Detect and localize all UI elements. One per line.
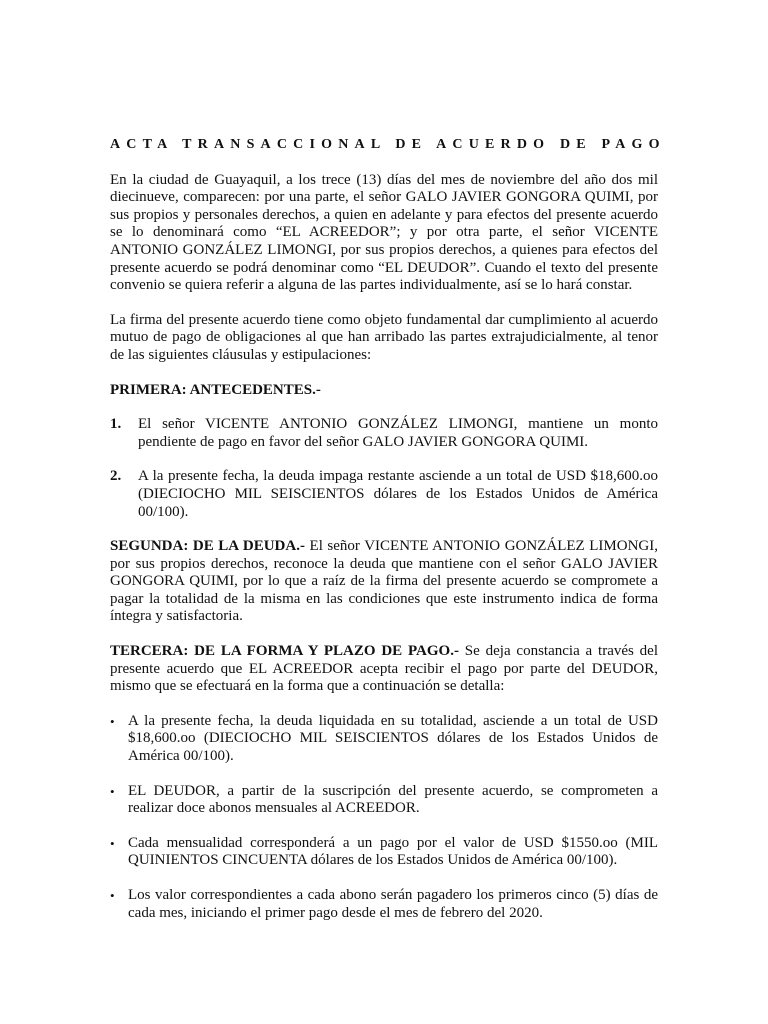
bullet-icon: •	[110, 783, 115, 799]
clause-tercera-heading: TERCERA: DE LA FORMA Y PLAZO DE PAGO.-	[110, 643, 459, 660]
bullet-icon: •	[110, 713, 115, 729]
clause-tercera-text: Se deja constancia a través del presente acuerdo que EL ACREEDOR acepta recibir el pago por parte del DEUDOR, mismo que se efectuará en la forma que a continuación se detalla:	[110, 643, 658, 695]
bullet-icon: •	[110, 835, 115, 851]
item-number: 2.	[110, 468, 122, 485]
antecedent-item	[110, 416, 658, 451]
item-text: El señor VICENTE ANTONIO GONZÁLEZ LIMONGI, mantiene un monto pendiente de pago en favor del señor GALO JAVIER GONGORA QUIMI.	[138, 416, 658, 450]
clause-tercera	[110, 643, 658, 696]
clause-segunda-text: El señor VICENTE ANTONIO GONZÁLEZ LIMONGI, por sus propios derechos, reconoce la deuda que mantiene con el señor GALO JAVIER GONGORA QUIMI, por lo que a raíz de la firma del presente acuerdo se compromete a pagar la totalidad de la misma en las condiciones que este instrumento indica de forma íntegra y satisfactoria.	[110, 538, 658, 625]
antecedent-item	[110, 468, 658, 521]
clause-segunda-heading: SEGUNDA: DE LA DEUDA.-	[110, 538, 305, 555]
payment-term-item	[110, 783, 658, 818]
document-title: ACTA TRANSACCIONAL DE ACUERDO DE PAGO	[110, 137, 666, 152]
item-number: 1.	[110, 416, 122, 433]
payment-term-item	[110, 887, 658, 922]
payment-term-text: Cada mensualidad corresponderá a un pago por el valor de USD $1550.oo (MIL QUINIENTOS CINCUENTA dólares de los Estados Unidos de América 00/100).	[128, 834, 658, 869]
bullet-icon: •	[110, 888, 115, 903]
item-text: A la presente fecha, la deuda impaga restante asciende a un total de USD $18,600.oo (DIECIOCHO MIL SEISCIENTOS dólares de los Estados Unidos de América 00/100).	[138, 468, 658, 520]
document-page	[110, 136, 666, 939]
payment-term-text: EL DEUDOR, a partir de la suscripción del presente acuerdo, se comprometen a realizar doce abonos mensuales al ACREEDOR.	[128, 782, 658, 817]
clause-primera-heading: PRIMERA: ANTECEDENTES.-	[110, 381, 321, 398]
clause-segunda	[110, 538, 658, 626]
payment-term-item	[110, 713, 658, 766]
payment-term-text: Los valor correspondientes a cada abono serán pagadero los primeros cinco (5) días de cada mes, iniciando el primer pago desde el mes de febrero del 2020.	[128, 887, 658, 921]
payment-term-text: A la presente fecha, la deuda liquidada en su totalidad, asciende a un total de USD $18,600.oo (DIECIOCHO MIL SEISCIENTOS dólares de los Estados Unidos de América 00/100).	[128, 712, 658, 765]
payment-term-item	[110, 835, 658, 870]
intro-paragraph: En la ciudad de Guayaquil, a los trece (13) días del mes de noviembre del año dos mil diecinueve, comparecen: por una parte, el señor GALO JAVIER GONGORA QUIMI, por sus propios y personales derechos, a quien en adelante y para efectos del presente acuerdo se lo denominará como “EL ACREEDOR”; y por otra parte, el señor VICENTE ANTONIO GONZÁLEZ LIMONGI, por sus propios derechos, a quienes para efectos del presente acuerdo se podrá denominar como “EL DEUDOR”. Cuando el texto del presente convenio se quiera referir a alguna de las partes individualmente, así se lo hará constar.	[110, 171, 658, 294]
purpose-paragraph: La firma del presente acuerdo tiene como objeto fundamental dar cumplimiento al acuerdo mutuo de pago de obligaciones al que han arribado las partes extrajudicialmente, al tenor de las siguientes cláusulas y estipulaciones:	[110, 311, 658, 363]
